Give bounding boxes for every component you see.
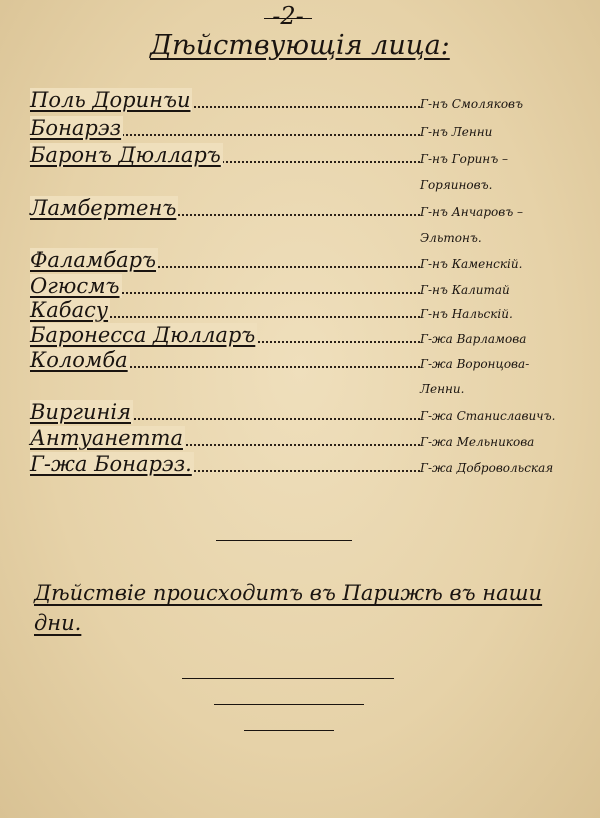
role-name: Баронъ Дюлларъ bbox=[30, 143, 221, 167]
cast-row bbox=[30, 116, 575, 142]
actor-name: Г-жа Добровольская bbox=[420, 461, 554, 475]
actor-name: Г-нъ Анчаровъ – bbox=[420, 205, 524, 219]
divider bbox=[244, 730, 334, 731]
actor-name: Г-нъ Ленни bbox=[420, 125, 493, 139]
actor-name: Г-нъ Калитай bbox=[420, 283, 510, 297]
role-name: Г-жа Бонарэз. bbox=[30, 452, 192, 476]
actor-name: Г-нъ Нальскій. bbox=[420, 307, 513, 321]
role-name: Фаламбаръ bbox=[30, 248, 157, 272]
page-number: -2- bbox=[258, 2, 318, 30]
actor-name-continuation: Эльтонъ. bbox=[420, 231, 482, 245]
cast-row bbox=[30, 348, 575, 374]
role-name: Коломба bbox=[30, 348, 128, 372]
cast-row bbox=[30, 323, 575, 349]
actor-name: Г-жа Варламова bbox=[420, 332, 527, 346]
cast-row bbox=[30, 248, 575, 274]
setting-line: дни. bbox=[34, 611, 82, 635]
cast-row bbox=[30, 196, 575, 222]
actor-name: Г-жа Мельникова bbox=[420, 435, 535, 449]
divider bbox=[182, 678, 394, 679]
role-name: Антуанетта bbox=[30, 426, 183, 450]
actor-name: Г-жа Станиславичъ. bbox=[420, 409, 556, 423]
actor-name: Г-нъ Каменскій. bbox=[420, 257, 523, 271]
cast-row bbox=[30, 298, 575, 324]
cast-row bbox=[30, 143, 575, 169]
actor-name-continuation: Горяиновъ. bbox=[420, 178, 493, 192]
cast-row bbox=[30, 88, 575, 114]
setting-line: Дѣйствіе происходитъ въ Парижѣ въ наши bbox=[34, 581, 543, 605]
divider bbox=[216, 540, 352, 541]
setting-text bbox=[34, 578, 564, 638]
role-name: Поль Доринъи bbox=[30, 88, 191, 112]
role-name: Ламбертенъ bbox=[30, 196, 177, 220]
cast-row bbox=[30, 452, 575, 478]
role-name: Кабасу bbox=[30, 298, 109, 322]
cast-row bbox=[30, 274, 575, 300]
page-title: Дѣйствующія лица: bbox=[150, 30, 450, 61]
cast-row bbox=[30, 426, 575, 452]
actor-name: Г-жа Воронцова- bbox=[420, 357, 530, 371]
role-name: Баронесса Дюлларъ bbox=[30, 323, 256, 347]
divider bbox=[214, 704, 364, 705]
role-name: Виргинія bbox=[30, 400, 131, 424]
actor-name: Г-нъ Смоляковъ bbox=[420, 97, 524, 111]
role-name: Бонарэз bbox=[30, 116, 122, 140]
actor-name-continuation: Ленни. bbox=[420, 382, 465, 396]
role-name: Огюсмъ bbox=[30, 274, 120, 298]
actor-name: Г-нъ Горинъ – bbox=[420, 152, 509, 166]
cast-row bbox=[30, 400, 575, 426]
